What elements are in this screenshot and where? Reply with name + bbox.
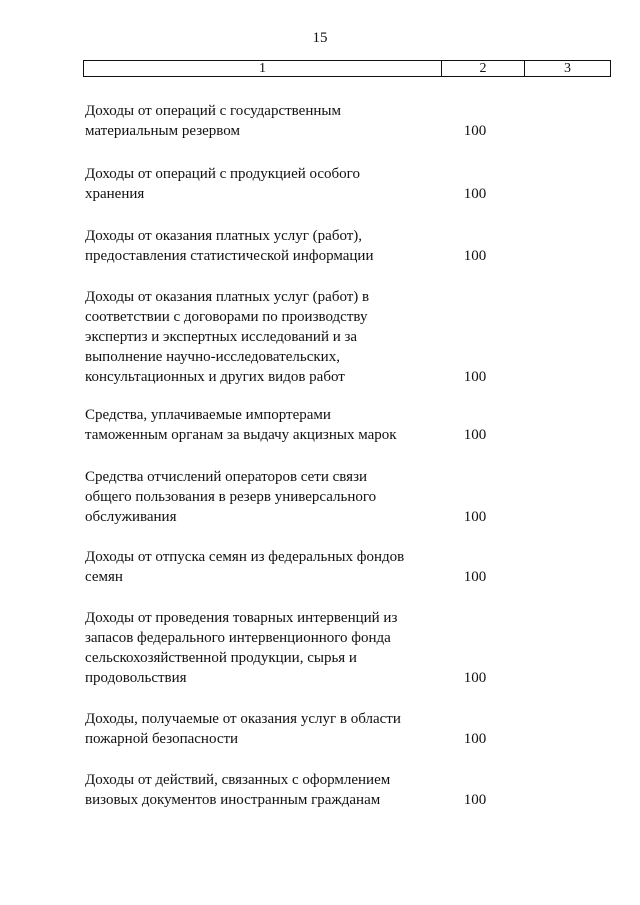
row-description: Доходы от действий, связанных с оформлением визовых документов иностранным гражданам bbox=[85, 772, 391, 808]
row-description: Средства, уплачиваемые импортерами таможенным органам за выдачу акцизных марок bbox=[85, 407, 397, 443]
row-value: 100 bbox=[463, 248, 487, 264]
column-header-1: 1 bbox=[84, 61, 442, 77]
table-row bbox=[85, 287, 505, 387]
column-header-2: 2 bbox=[442, 61, 525, 77]
column-header-3: 3 bbox=[525, 61, 611, 77]
row-description: Доходы, получаемые от оказания услуг в области пожарной безопасности bbox=[85, 711, 401, 747]
row-value: 100 bbox=[463, 123, 487, 139]
page-number: 15 bbox=[312, 30, 328, 46]
table-row bbox=[85, 164, 505, 204]
row-description: Доходы от отпуска семян из федеральных фондов семян bbox=[85, 549, 405, 585]
row-value: 100 bbox=[463, 369, 487, 385]
row-description: Средства отчислений операторов сети связи общего пользования в резерв универсального обслуживания bbox=[85, 469, 377, 525]
table-row bbox=[85, 405, 505, 445]
table-row bbox=[85, 547, 505, 587]
row-value: 100 bbox=[463, 792, 487, 808]
column-header-row bbox=[84, 61, 611, 77]
table-row bbox=[85, 709, 505, 749]
row-value: 100 bbox=[463, 509, 487, 525]
row-description: Доходы от оказания платных услуг (работ) в соответствии с договорами по производству экспертиз и экспертных исследований и за выполнение научно-исследовательских, консультационных и других видов работ bbox=[85, 289, 370, 385]
table-row bbox=[85, 226, 505, 266]
row-value: 100 bbox=[463, 569, 487, 585]
table-row bbox=[85, 608, 505, 688]
row-value: 100 bbox=[463, 186, 487, 202]
row-value: 100 bbox=[463, 670, 487, 686]
row-value: 100 bbox=[463, 427, 487, 443]
row-description: Доходы от операций с продукцией особого хранения bbox=[85, 166, 360, 202]
row-value: 100 bbox=[463, 731, 487, 747]
table-row bbox=[85, 770, 505, 810]
table-row bbox=[85, 467, 505, 527]
column-header-table bbox=[83, 60, 611, 77]
row-description: Доходы от оказания платных услуг (работ), предоставления статистической информации bbox=[85, 228, 374, 264]
table-row bbox=[85, 101, 505, 141]
row-description: Доходы от проведения товарных интервенций из запасов федерального интервенционного фонда сельскохозяйственной продукции, сырья и продовольствия bbox=[85, 610, 398, 686]
row-description: Доходы от операций с государственным материальным резервом bbox=[85, 103, 341, 139]
